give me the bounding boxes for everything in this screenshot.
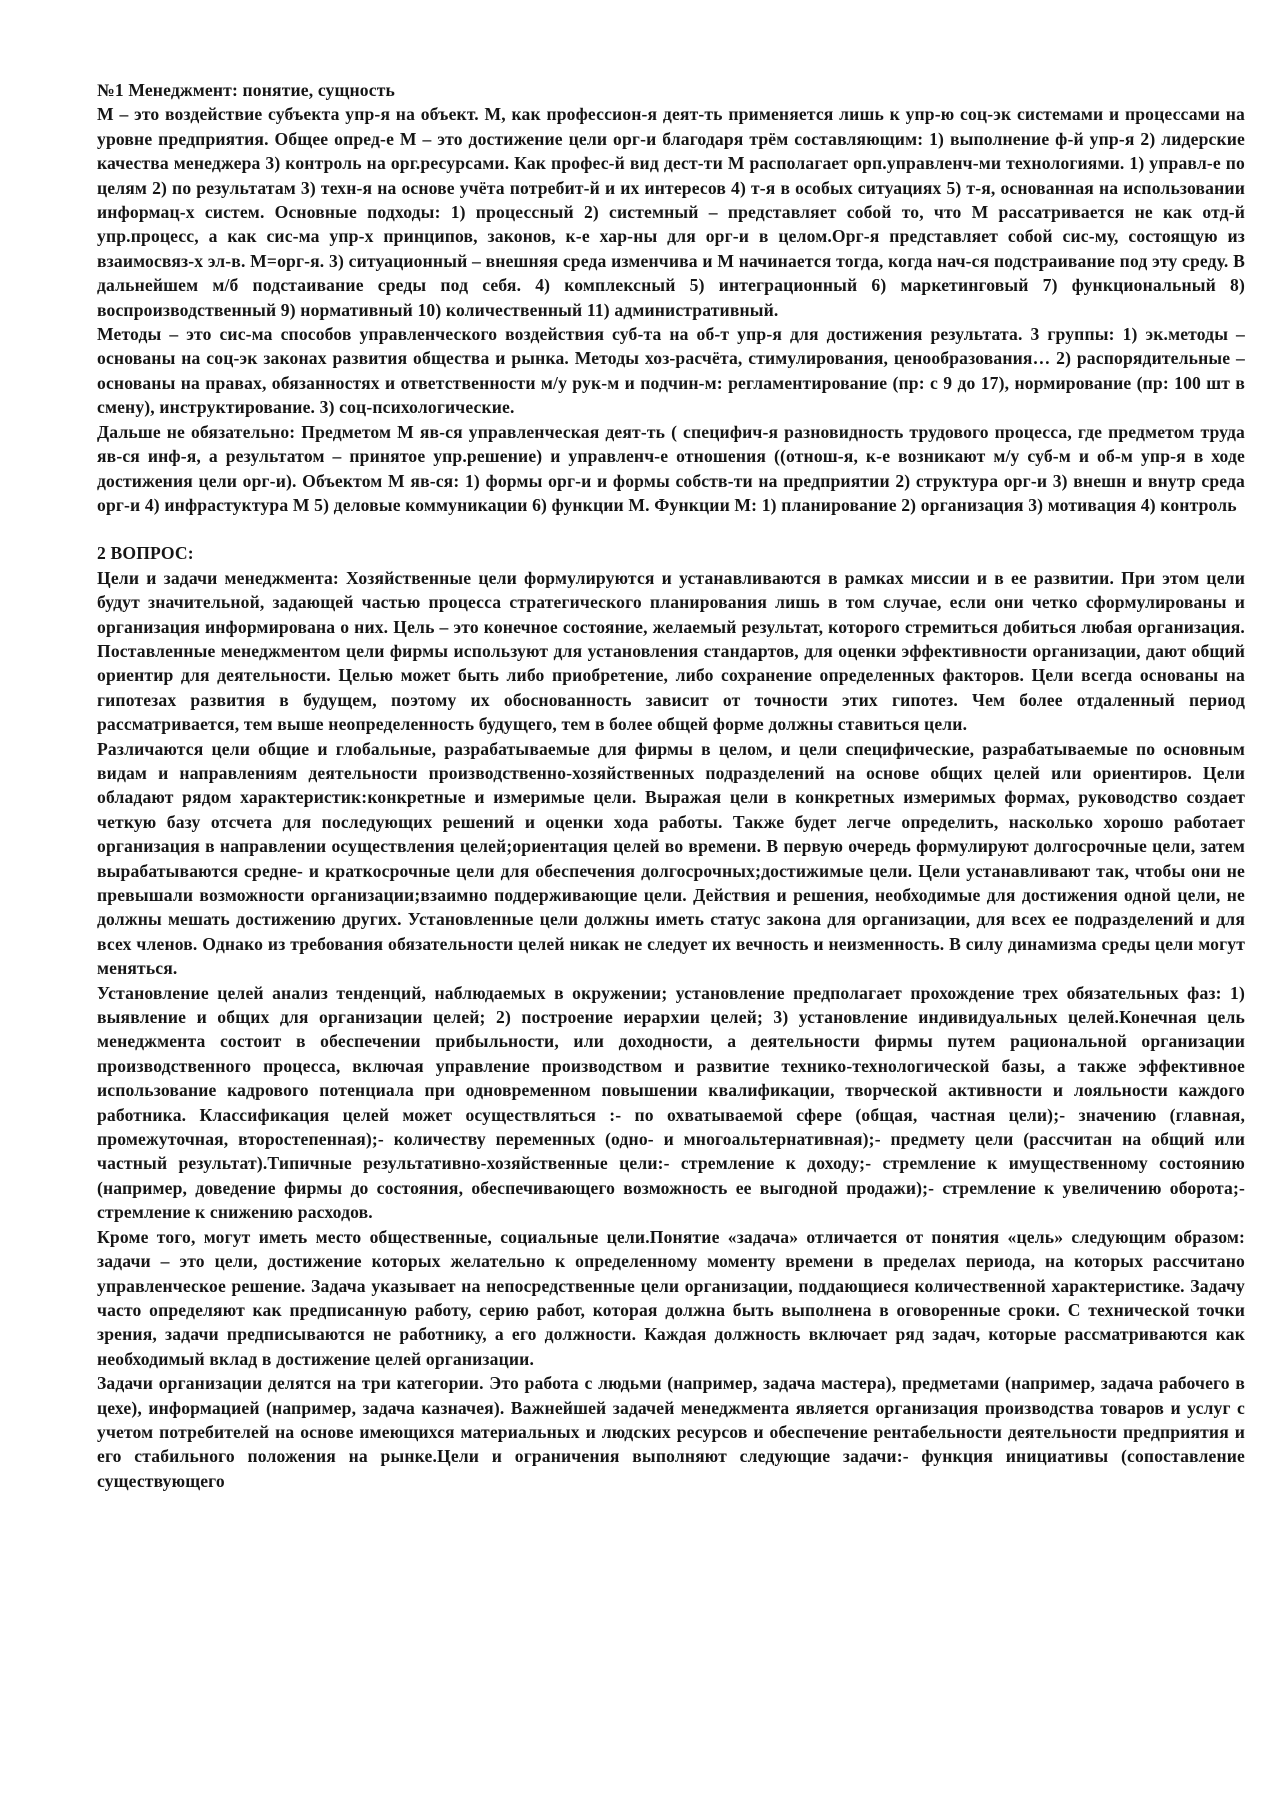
section-1-title: №1 Менеджмент: понятие, сущность xyxy=(97,80,395,100)
paragraph: Различаются цели общие и глобальные, разрабатываемые для фирмы в целом, и цели специфические, разрабатываемые по основным видам и направлениям деятельности производственно-хозяйственных подразделений на основе общих целей или ориентиров. Цели обладают рядом характеристик:конкретные и измеримые цели. Выражая цели в конкретных измеримых формах, руководство создает четкую базу отсчета для последующих решений и оценки хода работы. Также будет легче определить, насколько хорошо работает организация в направлении осуществления целей;ориентация целей во времени. В первую очередь формулируют долгосрочные цели, затем вырабатываются средне- и краткосрочные цели для обеспечения долгосрочных;достижимые цели. Цели устанавливают так, чтобы они не превышали возможности организации;взаимно поддерживающие цели. Действия и решения, необходимые для достижения одной цели, не должны мешать достижению других. Установленные цели должны иметь статус закона для организации, для всех ее подразделений и для всех членов. Однако из требования обязательности целей никак не следует их вечность и неизменность. В силу динамизма среды цели могут меняться. xyxy=(97,738,1245,979)
paragraph: М – это воздействие субъекта упр-я на объект. М, как профессион-я деят-ть применяется лишь к упр-ю соц-эк системами и процессами на уровне предприятия. Общее опред-е М – это достижение цели орг-и благодаря трём составляющим: 1) выполнение ф-й упр-я 2) лидерские качества менеджера 3) контроль на орг.ресурсами. Как профес-й вид дест-ти М располагает орп.управленч-ми технологиями. 1) управл-е по целям 2) по результатам 3) техн-я на основе учёта потребит-й и их интересов 4) т-я в особых ситуациях 5) т-я, основанная на использовании информац-х систем. Основные подходы: 1) процессный 2) системный – представляет собой то, что М рассатривается не как отд-й упр.процесс, а как сис-ма упр-х принципов, законов, к-е хар-ны для орг-и в целом.Орг-я представляет собой сис-му, состоящую из взаимосвяз-х эл-в. М=орг-я. 3) ситуационный – внешняя среда изменчива и М начинается тогда, когда нач-ся подстраивание под эту среду. В дальнейшем м/б подстаивание среды под себя. 4) комплексный 5) интеграционный 6) маркетинговый 7) функциональный 8) воспроизводственный 9) нормативный 10) количественный 11) административный. xyxy=(97,104,1245,320)
paragraph: Цели и задачи менеджмента: Хозяйственные цели формулируются и устанавливаются в рамках миссии и в ее развитии. При этом цели будут значительной, задающей частью процесса стратегического планирования лишь в том случае, если они четко сформулированы и организация информирована о них. Цель – это конечное состояние, желаемый результат, которого стремиться добиться любая организация. Поставленные менеджментом цели фирмы используют для установления стандартов, для оценки эффективности организации, дают общий ориентир для деятельности. Целью может быть либо приобретение, либо сохранение определенных факторов. Цели всегда основаны на гипотезах развития в будущем, поэтому их обоснованность зависит от точности этих гипотез. Чем более отдаленный период рассматривается, тем выше неопределенность будущего, тем в более общей форме должны ставиться цели. xyxy=(97,567,1245,735)
paragraph: Установление целей анализ тенденций, наблюдаемых в окружении; установление предполагает прохождение трех обязательных фаз: 1) выявление и общих для организации целей; 2) построение иерархии целей; 3) установление индивидуальных целей.Конечная цель менеджмента состоит в обеспечении прибыльности, или доходности, а деятельности фирмы путем рациональной организации производственного процесса, включая управление производством и развитие технико-технологической базы, а также эффективное использование кадрового потенциала при одновременном повышении квалификации, творческой активности и лояльности каждого работника. Классификация целей может осуществляться :- по охватываемой сфере (общая, частная цели);- значению (главная, промежуточная, второстепенная);- количеству переменных (одно- и многоальтернативная);- предмету цели (рассчитан на общий или частный результат).Типичные результативно-хозяйственные цели:- стремление к доходу;- стремление к имущественному состоянию (например, доведение фирмы до состояния, обеспечивающего возможность ее выгодной продажи);- стремление к увеличению оборота;- стремление к снижению расходов. xyxy=(97,982,1245,1223)
section-2-title: 2 ВОПРОС: xyxy=(97,543,194,564)
document-page xyxy=(97,78,1245,1493)
section-spacer xyxy=(97,517,1245,541)
paragraph: Кроме того, могут иметь место общественные, социальные цели.Понятие «задача» отличается от понятия «цель» следующим образом: задачи – это цели, достижение которых желательно к определенному моменту времени в пределах периода, на которых рассчитано управленческое решение. Задача указывает на непосредственные цели организации, поддающиеся количественной характеристике. Задачу часто определяют как предписанную работу, серию работ, которая должна быть выполнена в оговоренные сроки. С технической точки зрения, задачи предписываются не работнику, а его должности. Каждая должность включает ряд задач, которые рассматриваются как необходимый вклад в достижение целей организации. xyxy=(97,1226,1245,1369)
paragraph: Методы – это сис-ма способов управленческого воздействия суб-та на об-т упр-я для достижения результата. 3 группы: 1) эк.методы – основаны на соц-эк законах развития общества и рынка. Методы хоз-расчёта, стимулирования, ценообразования… 2) распорядительные – основаны на правах, обязанностях и ответственности м/у рук-м и подчин-м: регламентирование (пр: с 9 до 17), нормирование (пр: 100 шт в смену), инструктирование. 3) соц-психологические. xyxy=(97,324,1245,418)
paragraph: Дальше не обязательно: Предметом М яв-ся управленческая деят-ть ( специфич-я разновидность трудового процесса, где предметом труда яв-ся инф-я, а результатом – принятое упр.решение) и управленч-е отношения ((отнош-я, к-е возникают м/у суб-м и об-м упр-я в ходе достижения цели орг-и). Объектом М яв-ся: 1) формы орг-и и формы собств-ти на предприятии 2) структура орг-и 3) внешн и внутр среда орг-и 4) инфрастуктура М 5) деловые коммуникации 6) функции М. Функции М: 1) планирование 2) организация 3) мотивация 4) контроль xyxy=(97,421,1245,515)
paragraph: Задачи организации делятся на три категории. Это работа с людьми (например, задача мастера), предметами (например, задача рабочего в цехе), информацией (например, задача казначея). Важнейшей задачей менеджмента является организация производства товаров и услуг с учетом потребителей на основе имеющихся материальных и людских ресурсов и обеспечение рентабельности деятельности предприятия и его стабильного положения на рынке.Цели и ограничения выполняют следующие задачи:- функция инициативы (сопоставление существующего xyxy=(97,1373,1245,1491)
